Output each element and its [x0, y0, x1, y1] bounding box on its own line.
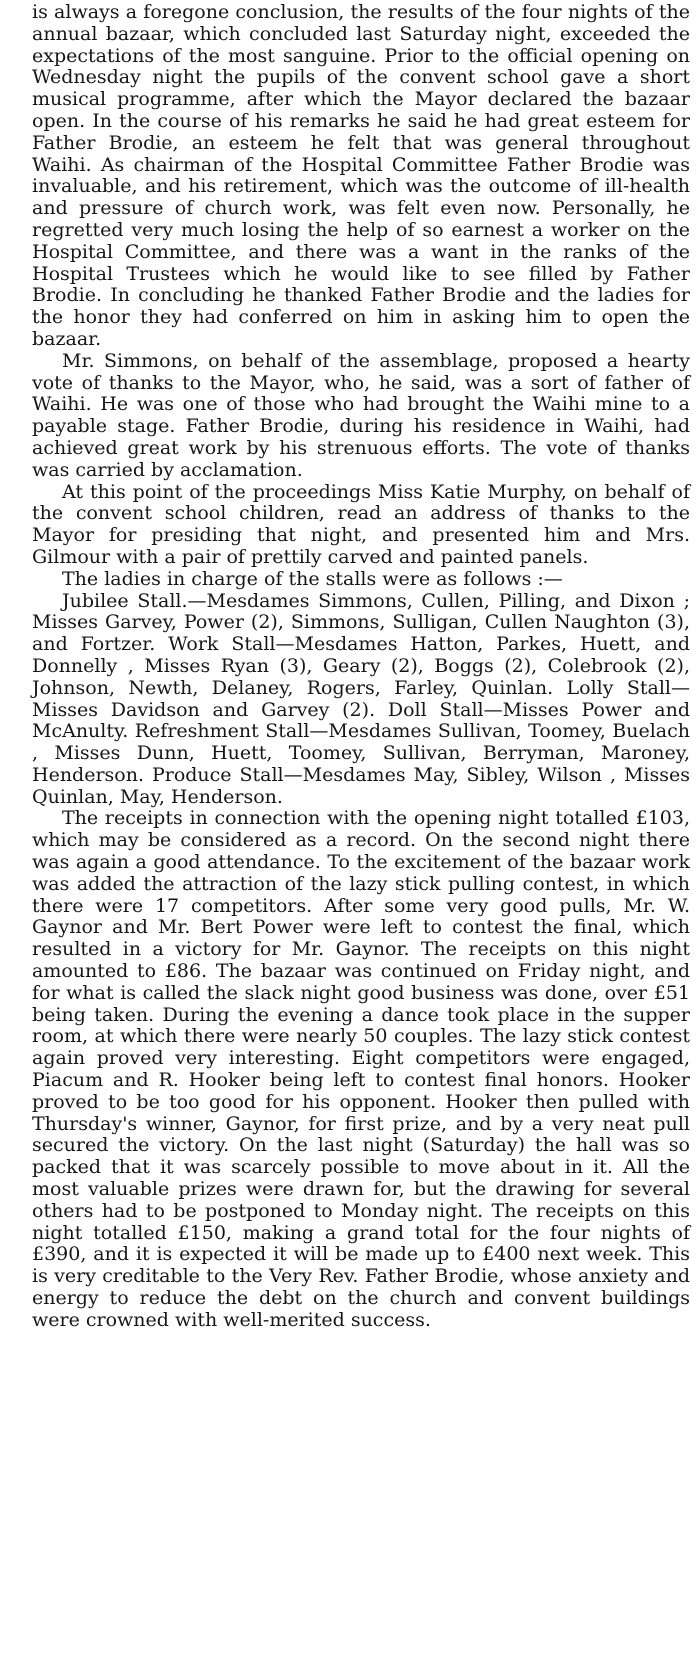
paragraph-vote-of-thanks: Mr. Simmons, on behalf of the assemblage, proposed a hearty vote of thanks to the Mayor, who, he said, was a sort of father of Waihi. He was one of those who had brought the Waihi mine to a payable stage. Father Brodie, during his residence in Waihi, had achieved great work by his strenuous efforts. The vote of thanks was carried by acclamation. [32, 349, 690, 481]
paragraph-stalls-intro: The ladies in charge of the stalls were as follows :— [62, 567, 563, 590]
paragraph-receipts: The receipts in connection with the opening night totalled £103, which may be considered as a record. On the second night there was again a good attendance. To the excitement of the bazaar work was added the attraction of the lazy stick pulling contest, in which there were 17 competitors. After some very good pulls, Mr. W. Gaynor and Mr. Bert Power were left to contest the final, which resulted in a victory for Mr. Gaynor. The receipts on this night amounted to £86. The bazaar was continued on Friday night, and for what is called the slack night good business was done, over £51 being taken. During the evening a dance took place in the supper room, at which there were nearly 50 couples. The lazy stick contest again proved very interesting. Eight competitors were engaged, Piacum and R. Hooker being left to contest final honors. Hooker proved to be too good for his opponent. Hooker then pulled with Thursday's winner, Gaynor, for first prize, and by a very neat pull secured the victory. On the last night (Saturday) the hall was so packed that it was scarcely possible to move about in it. All the most valuable prizes were drawn for, but the drawing for several others had to be postponed to Monday night. The receipts on this night totalled £150, making a grand total for the four nights of £390, and it is expected it will be made up to £400 next week. This is very creditable to the Very Rev. Father Brodie, whose anxiety and energy to reduce the debt on the church and convent buildings were crowned with well-merited success. [32, 807, 690, 1331]
paragraph-opening: is always a foregone conclusion, the results of the four nights of the annual bazaar, which concluded last Saturday night, exceeded the expectations of the most sanguine. Prior to the official opening on Wednesday night the pupils of the convent school gave a short musical programme, after which the Mayor declared the bazaar open. In the course of his remarks he said he had great esteem for Father Brodie, an esteem he felt that was general throughout Waihi. As chairman of the Hospital Committee Father Brodie was invaluable, and his retirement, which was the outcome of ill-health and pressure of church work, was felt even now. Personally, he regretted very much losing the help of so earnest a worker on the Hospital Committee, and there was a want in the ranks of the Hospital Trustees which he would like to see filled by Father Brodie. In concluding he thanked Father Brodie and the ladies for the honor they had conferred on him in asking him to open the bazaar. [32, 1, 690, 350]
paragraph-stalls-list: Jubilee Stall.—Mesdames Simmons, Cullen, Pilling, and Dixon ; Misses Garvey, Power (2), Simmons, Sulligan, Cullen Naughton (3), and Fortzer. Work Stall—Mesdames Hatton, Parkes, Huett, and Donnelly , Misses Ryan (3), Geary (2), Boggs (2), Colebrook (2), Johnson, Newth, Delaney, Rogers, Farley, Quinlan. Lolly Stall—Misses Davidson and Garvey (2). Doll Stall—Misses Power and McAnulty. Refreshment Stall—Mesdames Sullivan, Toomey, Buelach , Misses Dunn, Huett, Toomey, Sullivan, Berryman, Maroney, Henderson. Produce Stall—Mesdames May, Sibley, Wilson , Misses Quinlan, May, Henderson. [32, 589, 690, 808]
paragraph-address: At this point of the proceedings Miss Katie Murphy, on behalf of the convent school children, read an address of thanks to the Mayor for presiding that night, and presented him and Mrs. Gilmour with a pair of prettily carved and painted panels. [32, 480, 690, 568]
